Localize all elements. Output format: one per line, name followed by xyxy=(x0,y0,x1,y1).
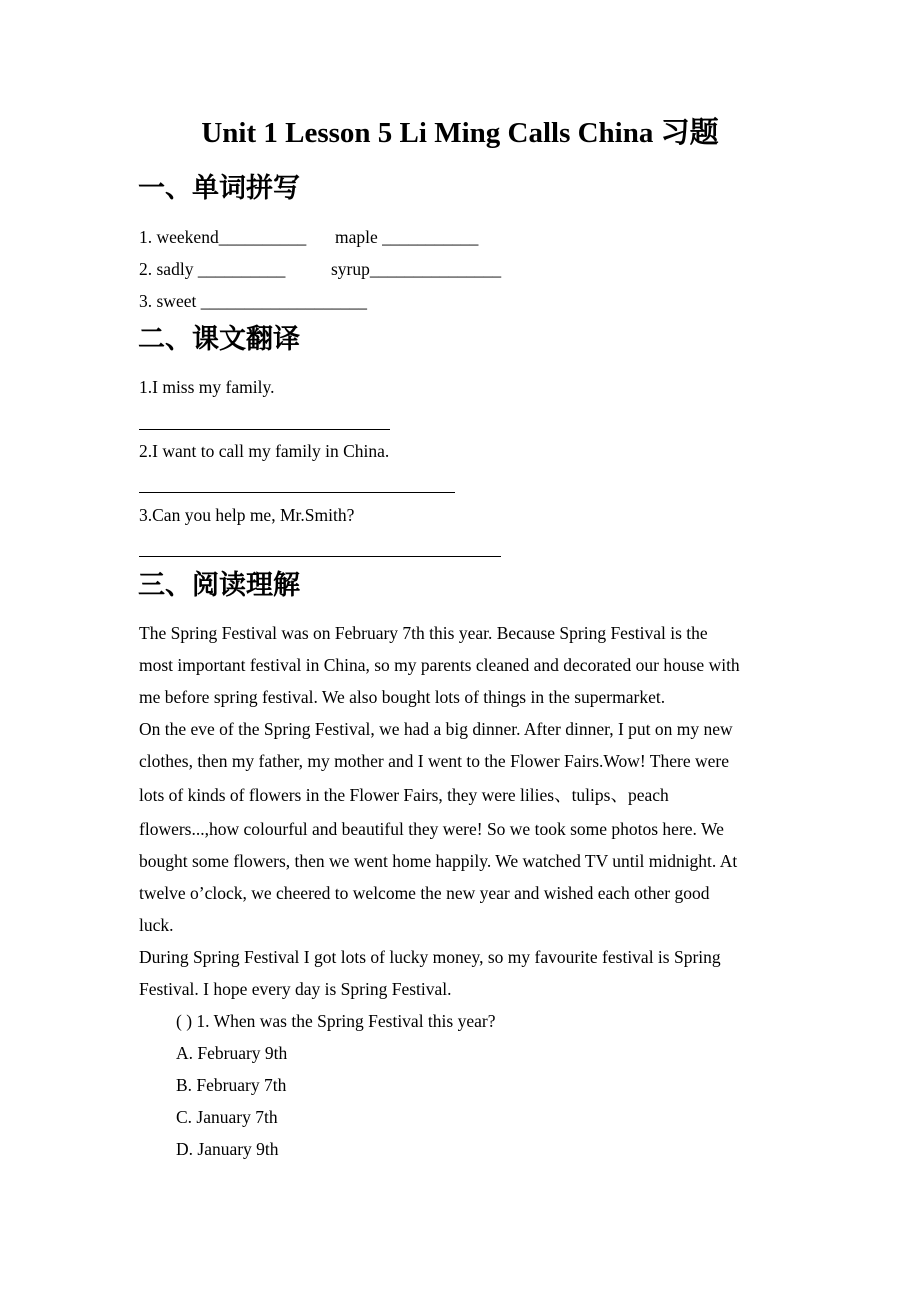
passage-line: bought some flowers, then we went home happily. We watched TV until midnight. At xyxy=(139,851,738,871)
answer-option: D. January 9th xyxy=(176,1139,279,1159)
section-heading-spelling: 一、单词拼写 xyxy=(138,173,300,204)
passage-line: Festival. I hope every day is Spring Festival. xyxy=(139,979,452,999)
passage-line: twelve o’clock, we cheered to welcome the new year and wished each other good xyxy=(139,883,710,903)
passage-line: The Spring Festival was on February 7th this year. Because Spring Festival is the xyxy=(139,623,708,643)
page-title: Unit 1 Lesson 5 Li Ming Calls China 习题 xyxy=(201,117,719,149)
passage-line: luck. xyxy=(139,915,174,935)
answer-line xyxy=(139,429,390,430)
section-heading-reading: 三、阅读理解 xyxy=(138,570,300,601)
answer-option: C. January 7th xyxy=(176,1107,278,1127)
translation-item: 1.I miss my family. xyxy=(139,377,275,397)
answer-option: A. February 9th xyxy=(176,1043,288,1063)
spelling-item: maple ___________ xyxy=(335,227,479,247)
question-stem: ( ) 1. When was the Spring Festival this year? xyxy=(176,1011,496,1031)
passage-line: During Spring Festival I got lots of lucky money, so my favourite festival is Spring xyxy=(139,947,721,967)
section-heading-translation: 二、课文翻译 xyxy=(138,324,300,355)
translation-item: 3.Can you help me, Mr.Smith? xyxy=(139,505,355,525)
spelling-item: 3. sweet ___________________ xyxy=(139,291,367,311)
answer-line xyxy=(139,492,455,493)
passage-line: lots of kinds of flowers in the Flower Fairs, they were lilies、tulips、peach xyxy=(139,785,669,805)
translation-item: 2.I want to call my family in China. xyxy=(139,441,390,461)
answer-line xyxy=(139,556,501,557)
answer-option: B. February 7th xyxy=(176,1075,287,1095)
passage-line: clothes, then my father, my mother and I went to the Flower Fairs.Wow! There were xyxy=(139,751,729,771)
passage-line: me before spring festival. We also bought lots of things in the supermarket. xyxy=(139,687,666,707)
passage-line: most important festival in China, so my parents cleaned and decorated our house with xyxy=(139,655,740,675)
passage-line: On the eve of the Spring Festival, we had a big dinner. After dinner, I put on my new xyxy=(139,719,733,739)
spelling-item: 2. sadly __________ xyxy=(139,259,286,279)
spelling-item: 1. weekend__________ xyxy=(139,227,307,247)
passage-line: flowers...,how colourful and beautiful they were! So we took some photos here. We xyxy=(139,819,724,839)
spelling-item: syrup_______________ xyxy=(331,259,502,279)
